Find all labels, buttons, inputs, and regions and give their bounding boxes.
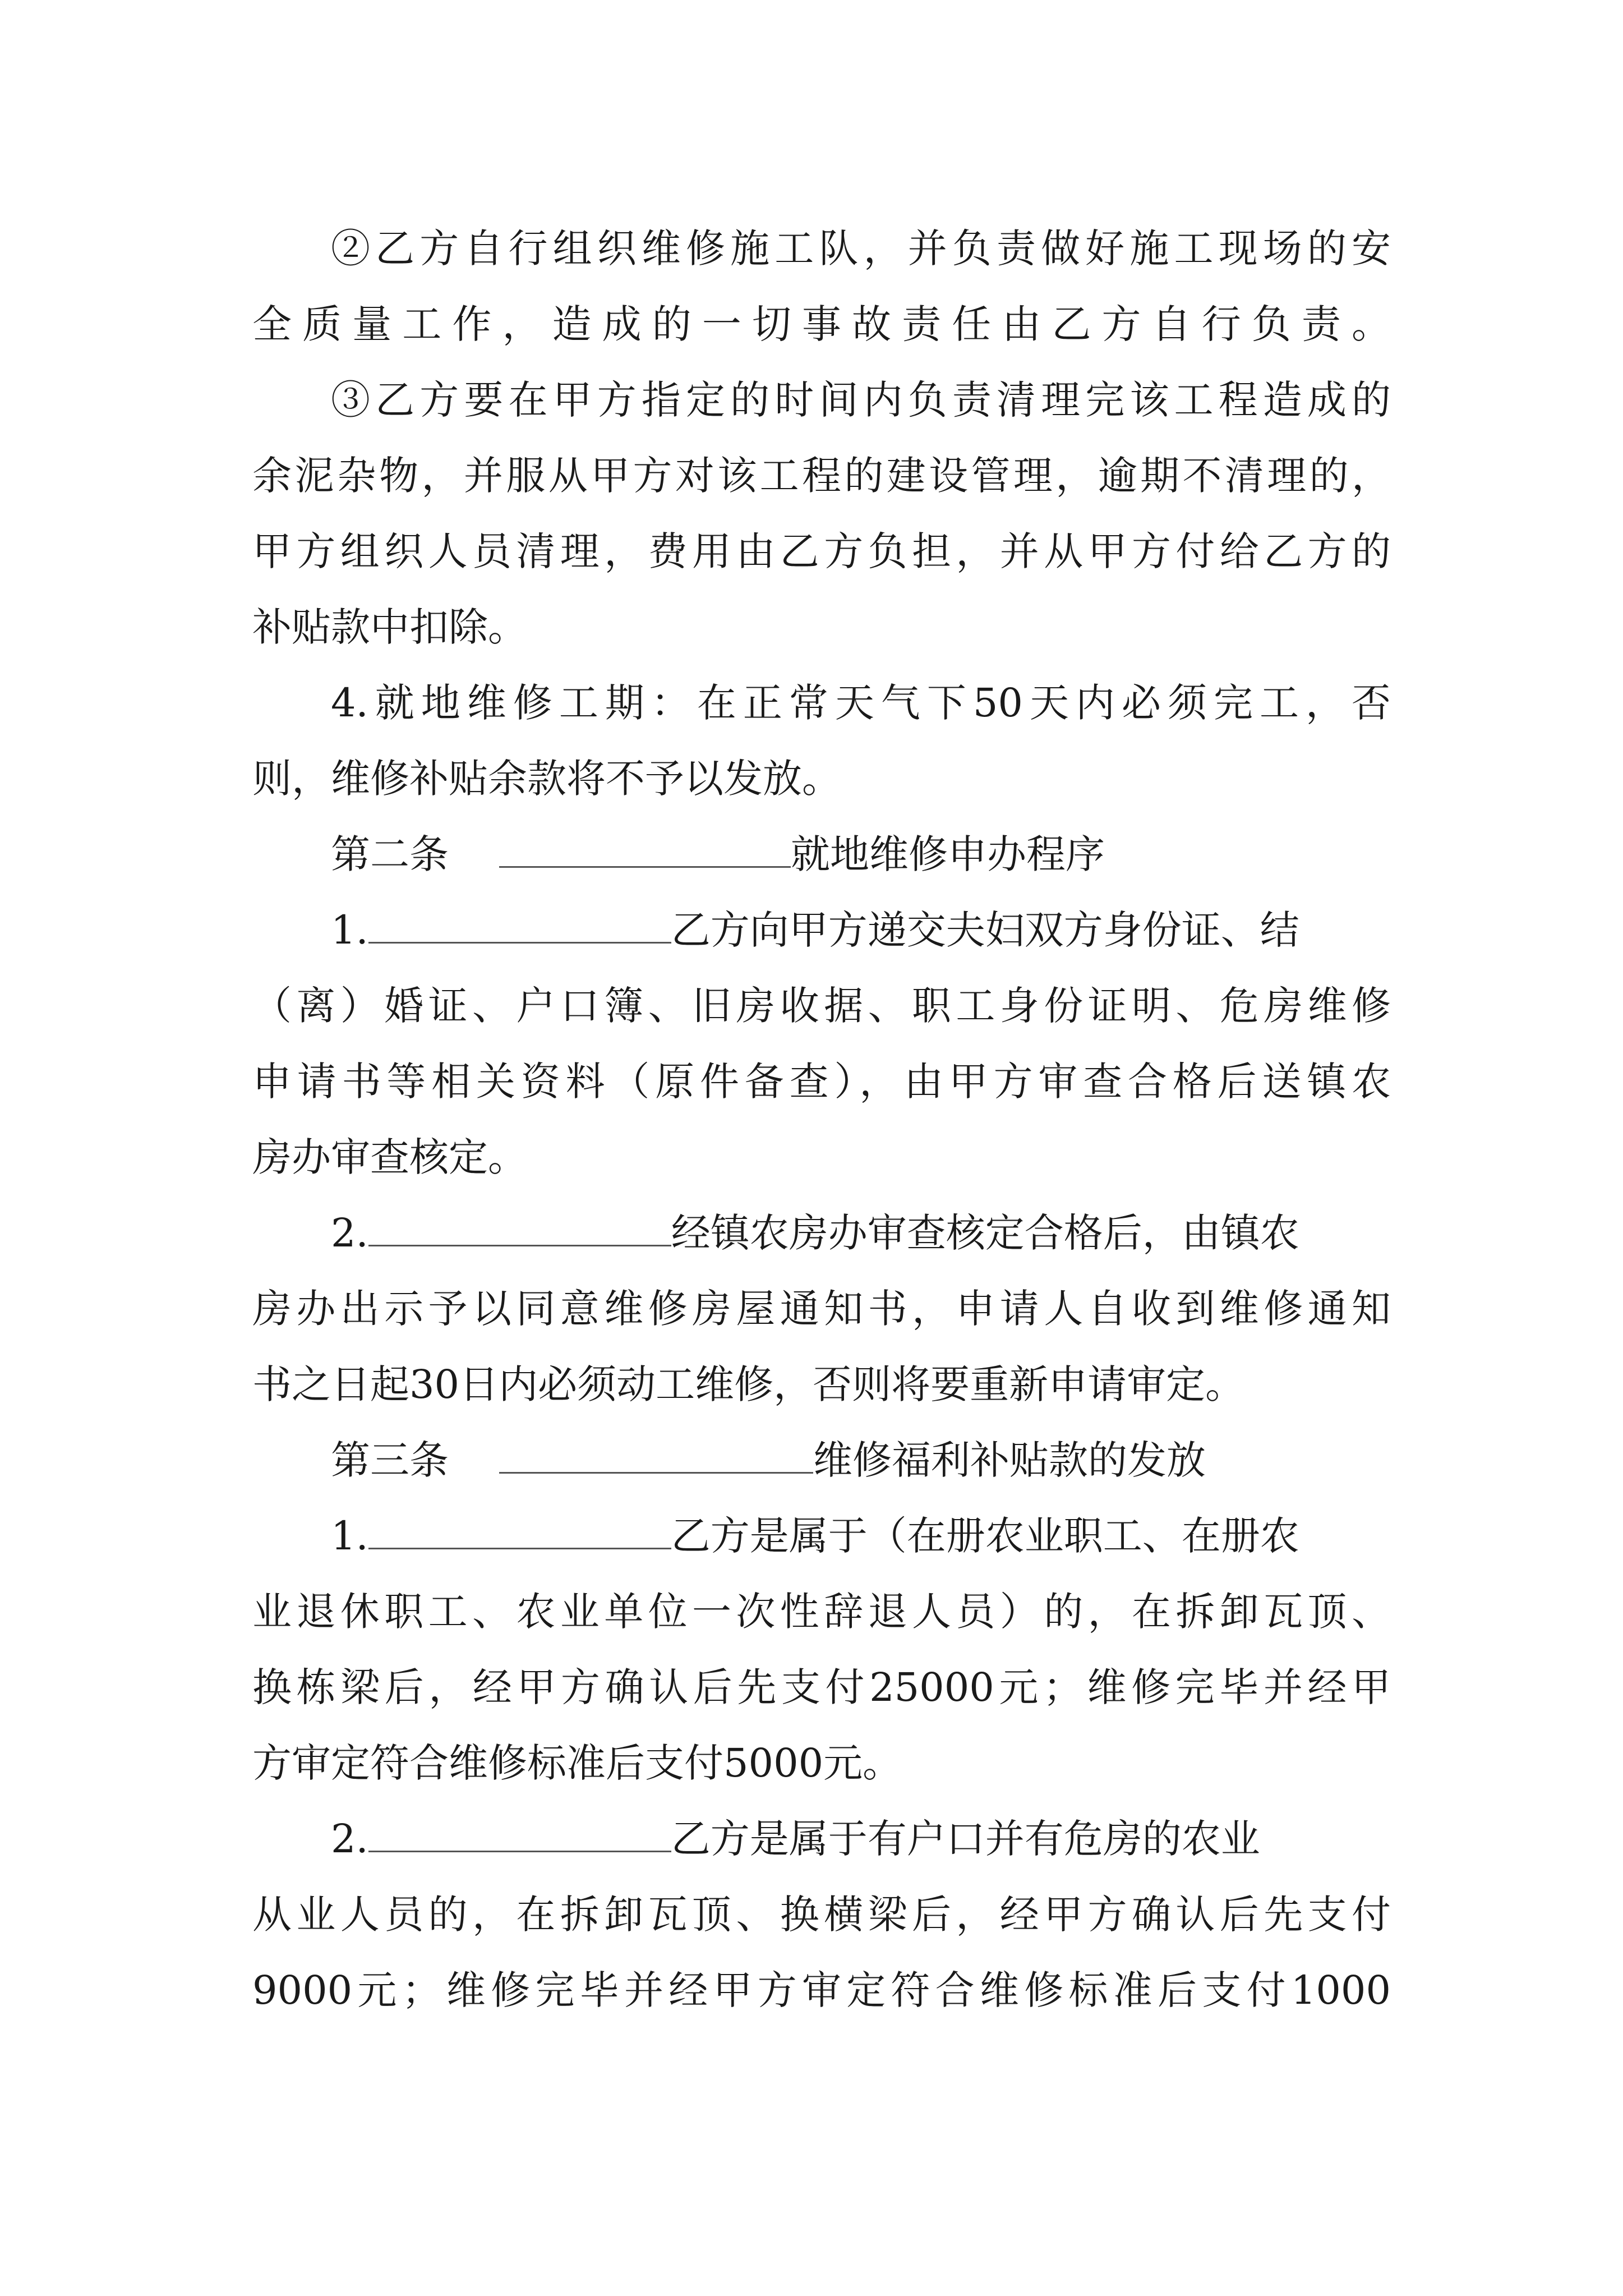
text: 乙方向甲方递交夫妇双方身份证、结 [671, 907, 1299, 953]
paragraph-line [252, 751, 1391, 807]
blank-underline [368, 1208, 671, 1246]
text: 乙方是属于（在册农业职工、在册农 [671, 1513, 1299, 1559]
clause-number: 2. [331, 1816, 368, 1862]
text: 甲方组织人员清理，费用由乙方负担，并从甲方付给乙方的 [252, 528, 1391, 574]
paragraph-line [252, 1053, 1391, 1110]
article-title: 就地维修申办程序 [791, 831, 1105, 877]
text: ③乙方要在甲方指定的时间内负责清理完该工程造成的 [331, 377, 1391, 423]
text: 书之日起30日内必须动工维修，否则将要重新申请审定。 [252, 1361, 1245, 1407]
blank-underline [499, 829, 791, 868]
text: 补贴款中扣除。 [252, 604, 527, 650]
paragraph-line [331, 1205, 1391, 1261]
paragraph-line [252, 296, 1391, 352]
article-heading [331, 826, 1391, 882]
paragraph-line [331, 675, 1391, 731]
article-title: 维修福利补贴款的发放 [813, 1437, 1206, 1483]
paragraph-line [252, 523, 1391, 579]
blank-underline [368, 905, 671, 944]
paragraph-line [252, 1887, 1391, 1943]
text: 则，维修补贴余款将不予以发放。 [252, 756, 841, 802]
paragraph-line [252, 1735, 1391, 1791]
paragraph-line [252, 978, 1391, 1034]
text: 申请书等相关资料（原件备查），由甲方审查合格后送镇农 [252, 1059, 1391, 1105]
text: 业退休职工、农业单位一次性辞退人员）的，在拆卸瓦顶、 [252, 1589, 1391, 1635]
clause-number: 2. [331, 1210, 368, 1256]
paragraph-line [252, 599, 1391, 655]
article-number: 第二条 [331, 831, 449, 877]
text: 换栋梁后，经甲方确认后先支付25000元；维修完毕并经甲 [252, 1664, 1391, 1710]
paragraph-line [331, 902, 1391, 958]
paragraph-line [252, 1281, 1391, 1337]
article-number: 第三条 [331, 1437, 449, 1483]
paragraph-line [252, 1356, 1391, 1412]
paragraph-line [252, 1659, 1391, 1715]
text: 方审定符合维修标准后支付5000元。 [252, 1740, 902, 1786]
blank-underline [368, 1511, 671, 1549]
text: 从业人员的，在拆卸瓦顶、换横梁后，经甲方确认后先支付 [252, 1892, 1391, 1938]
paragraph-line [252, 1129, 1391, 1185]
text: ②乙方自行组织维修施工队，并负责做好施工现场的安 [331, 226, 1391, 272]
paragraph-line [252, 1962, 1391, 2018]
paragraph-line [331, 1508, 1391, 1564]
paragraph-line [252, 1584, 1391, 1640]
text: （离）婚证、户口簿、旧房收据、职工身份证明、危房维修 [252, 983, 1391, 1029]
text: 房办审查核定。 [252, 1134, 527, 1180]
blank-underline [499, 1435, 813, 1474]
text: 9000元；维修完毕并经甲方审定符合维修标准后支付1000 [252, 1967, 1391, 2013]
text: 4.就地维修工期：在正常天气下50天内必须完工，否 [331, 680, 1391, 726]
text: 房办出示予以同意维修房屋通知书，申请人自收到维修通知 [252, 1286, 1391, 1332]
article-heading [331, 1432, 1391, 1488]
paragraph-line [331, 1811, 1391, 1867]
text: 全质量工作，造成的一切事故责任由乙方自行负责。 [252, 301, 1391, 347]
text: 经镇农房办审查核定合格后，由镇农 [671, 1210, 1299, 1256]
clause-number: 1. [331, 1513, 368, 1559]
paragraph-line [252, 448, 1391, 504]
paragraph-line [331, 220, 1391, 277]
text: 余泥杂物，并服从甲方对该工程的建设管理，逾期不清理的， [252, 453, 1391, 499]
blank-underline [368, 1814, 671, 1852]
text: 乙方是属于有户口并有危房的农业 [671, 1816, 1260, 1862]
paragraph-line [331, 372, 1391, 428]
clause-number: 1. [331, 907, 368, 953]
